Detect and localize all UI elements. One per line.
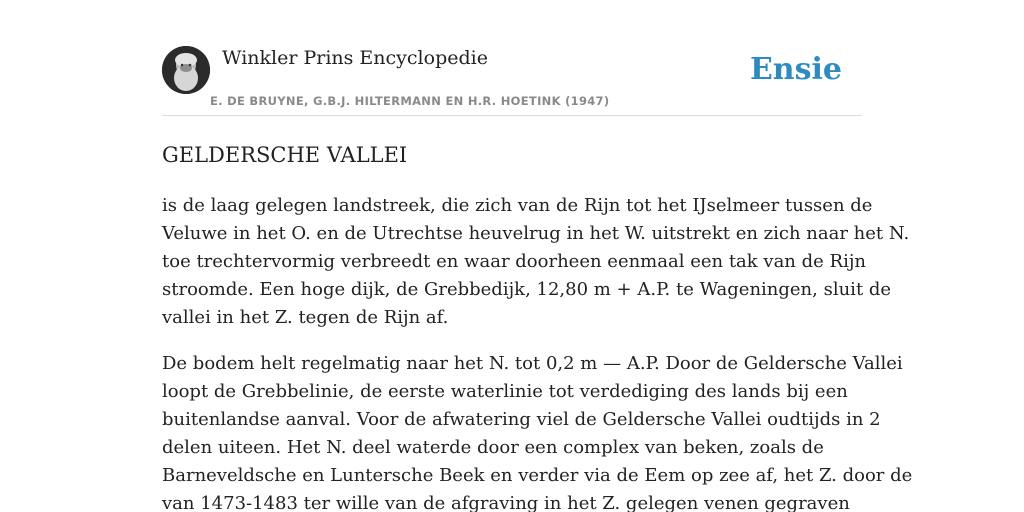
text-line: van 1473-1483 ter wille van de afgraving in het Z. gelegen venen gegraven	[162, 493, 850, 512]
author-portrait-icon	[162, 46, 210, 94]
author-avatar[interactable]	[162, 46, 210, 94]
article-paragraph	[162, 192, 910, 332]
article-title: GELDERSCHE VALLEI	[162, 143, 408, 167]
text-line: Veluwe in het O. en de Utrechtse heuvelrug in het W. uitstrekt en zich naar het N.	[162, 223, 910, 244]
text-line: loopt de Grebbelinie, de eerste waterlinie tot verdediging des lands bij een	[162, 381, 848, 402]
text-line: is de laag gelegen landstreek, die zich van de Rijn tot het IJselmeer tussen de	[162, 195, 873, 216]
source-title[interactable]: Winkler Prins Encyclopedie	[222, 47, 488, 69]
source-header	[162, 46, 862, 116]
text-line: buitenlandse aanval. Voor de afwatering viel de Geldersche Vallei oudtijds in 2	[162, 409, 881, 430]
text-line: De bodem helt regelmatig naar het N. tot 0,2 m — A.P. Door de Geldersche Vallei	[162, 353, 903, 374]
text-line: vallei in het Z. tegen de Rijn af.	[162, 307, 449, 328]
text-line: stroomde. Een hoge dijk, de Grebbedijk, 12,80 m + A.P. te Wageningen, sluit de	[162, 279, 892, 300]
text-line: toe trechtervormig verbreedt en waar doorheen eenmaal een tak van de Rijn	[162, 251, 867, 272]
source-authors: E. DE BRUYNE, G.B.J. HILTERMANN EN H.R. HOETINK (1947)	[210, 94, 610, 108]
article-body	[162, 192, 913, 512]
text-line: delen uiteen. Het N. deel waterde door een complex van beken, zoals de	[162, 437, 824, 458]
text-line: Barneveldsche en Luntersche Beek en verder via de Eem op zee af, het Z. door de	[162, 465, 913, 486]
ensie-logo[interactable]: Ensie	[749, 52, 842, 87]
article-paragraph	[162, 350, 913, 512]
